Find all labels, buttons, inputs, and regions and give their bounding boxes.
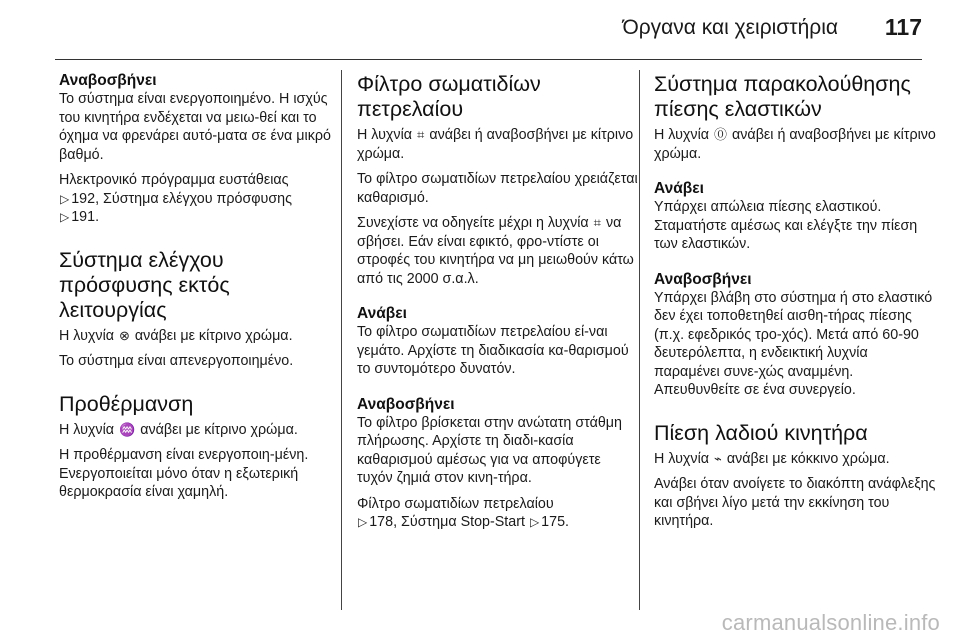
paragraph: Ανάβει όταν ανοίγετε το διακόπτη ανάφλεξης και σβήνει λίγο μετά την εκκίνηση του κινητήρα. [654, 476, 936, 529]
paragraph: Το φίλτρο σωματιδίων πετρελαίου εί-ναι γεμάτο. Αρχίστε τη διαδικασία κα-θαρισμού το συντομότερο δυνατόν. [357, 324, 629, 377]
paragraph [654, 450, 936, 469]
column-3 [654, 72, 936, 538]
particle-filter-icon: ⌗ [593, 215, 601, 230]
paragraph [654, 126, 936, 163]
section-heading: Ανάβει [654, 180, 704, 197]
section-heading: Ανάβει [357, 305, 407, 322]
page-header [0, 0, 960, 62]
paragraph [59, 327, 341, 346]
paragraph: Το σύστημα είναι απενεργοποιημένο. [59, 353, 294, 369]
arrow-icon: ▷ [60, 210, 70, 224]
watermark: carmanualsonline.info [721, 610, 940, 635]
paragraph [357, 126, 639, 163]
paragraph-text: ανάβει με κίτρινο χρώμα. [134, 327, 293, 344]
arrow-icon: ▷ [358, 515, 368, 529]
header-rule [55, 59, 922, 60]
section-title: Προθέρμανση [59, 391, 194, 416]
cross-reference-link[interactable]: 191. [71, 209, 100, 225]
particle-filter-icon: ⌗ [417, 127, 425, 142]
paragraph-text: Ηλεκτρονικό πρόγραμμα ευστάθειας [59, 172, 289, 188]
arrow-icon: ▷ [60, 191, 70, 206]
paragraph: Το φίλτρο βρίσκεται στην ανώτατη στάθμη πλήρωσης. Αρχίστε τη διαδι-κασία καθαρισμού αμέσως για να αποφύγετε τυχόν ζημιά στον κινη-τήρα. [357, 414, 622, 486]
header-title: Όργανα και χειριστήρια [622, 16, 838, 39]
paragraph [59, 421, 341, 440]
page-number: 117 [884, 14, 922, 40]
paragraph-text: Συνεχίστε να οδηγείτε μέχρι η λυχνία [357, 215, 589, 231]
cross-reference-link[interactable]: 192, Σύστημα ελέγχου πρόσφυσης [71, 190, 293, 207]
paragraph: Υπάρχει απώλεια πίεσης ελαστικού. Σταματήστε αμέσως και ελέγξτε την πίεση των ελαστικών. [654, 199, 918, 252]
paragraph [59, 171, 341, 227]
paragraph-text: Η λυχνία [654, 127, 710, 143]
paragraph [357, 495, 639, 532]
column-2 [357, 72, 639, 539]
cross-reference-link[interactable]: 175. [541, 514, 569, 530]
section-heading: Αναβοσβήνει [357, 395, 455, 413]
column-divider [341, 70, 342, 610]
paragraph-text: Η λυχνία [59, 327, 115, 344]
paragraph: Υπάρχει βλάβη στο σύστημα ή στο ελαστικό δεν έχει τοποθετηθεί αισθη-τήρας πίεσης (π.χ. εφεδρικός τρο-χός). Μετά από 60-90 δευτερόλεπτα, η ενδεικτική λυχνία παραμένει συνε-χώς αναμμένη. Απευθυνθείτε σε ένα συνεργείο. [654, 289, 933, 398]
paragraph-text: ανάβει ή αναβοσβήνει με κίτρινο χρώμα. [357, 127, 634, 162]
column-divider [639, 70, 640, 610]
preheat-icon: ♒ [119, 421, 136, 437]
traction-control-off-icon: ⊗ [119, 327, 130, 343]
paragraph-text: Η λυχνία [654, 450, 710, 467]
section-title: Σύστημα ελέγχου πρόσφυσης εκτός λειτουργίας [59, 247, 230, 322]
paragraph-text: ανάβει με κόκκινο χρώμα. [726, 450, 890, 467]
paragraph-text: Η λυχνία [59, 421, 115, 438]
paragraph: Το φίλτρο σωματιδίων πετρελαίου χρειάζεται καθαρισμό. [357, 171, 638, 206]
section-title: Σύστημα παρακολούθησης πίεσης ελαστικών [654, 72, 911, 121]
cross-reference-link[interactable]: 178, Σύστημα Stop-Start [369, 514, 525, 530]
section-title: Πίεση λαδιού κινητήρα [654, 420, 868, 445]
paragraph-text: ανάβει ή αναβοσβήνει με κίτρινο χρώμα. [654, 127, 936, 162]
section-title: Φίλτρο σωματιδίων πετρελαίου [357, 72, 541, 121]
column-1 [59, 72, 341, 509]
paragraph [357, 214, 639, 288]
section-heading: Αναβοσβήνει [59, 72, 157, 89]
oil-pressure-icon: ⌁ [714, 450, 722, 466]
section-heading: Αναβοσβήνει [654, 270, 752, 288]
paragraph-text: Φίλτρο σωματιδίων πετρελαίου [357, 495, 554, 512]
paragraph: Το σύστημα είναι ενεργοποιημένο. Η ισχύς του κινητήρα ενδέχεται να μειω-θεί και το όχημα να φρενάρει αυτό-ματα σε ένα μικρό βαθμό. [59, 91, 331, 163]
arrow-icon: ▷ [529, 515, 540, 529]
tyre-pressure-icon: ⓪ [714, 127, 728, 142]
paragraph-text: Η λυχνία [357, 127, 413, 143]
paragraph-text: ανάβει με κίτρινο χρώμα. [140, 421, 298, 438]
paragraph: Η προθέρμανση είναι ενεργοποιη-μένη. Ενεργοποιείται μόνο όταν η εξωτερική θερμοκρασία είναι χαμηλή. [59, 447, 309, 500]
paragraph-text: να σβήσει. Εάν είναι εφικτό, φρο-ντίστε οι στροφές του κινητήρα να μη μειωθούν κάτω από τις 2000 σ.α.λ. [357, 215, 634, 287]
